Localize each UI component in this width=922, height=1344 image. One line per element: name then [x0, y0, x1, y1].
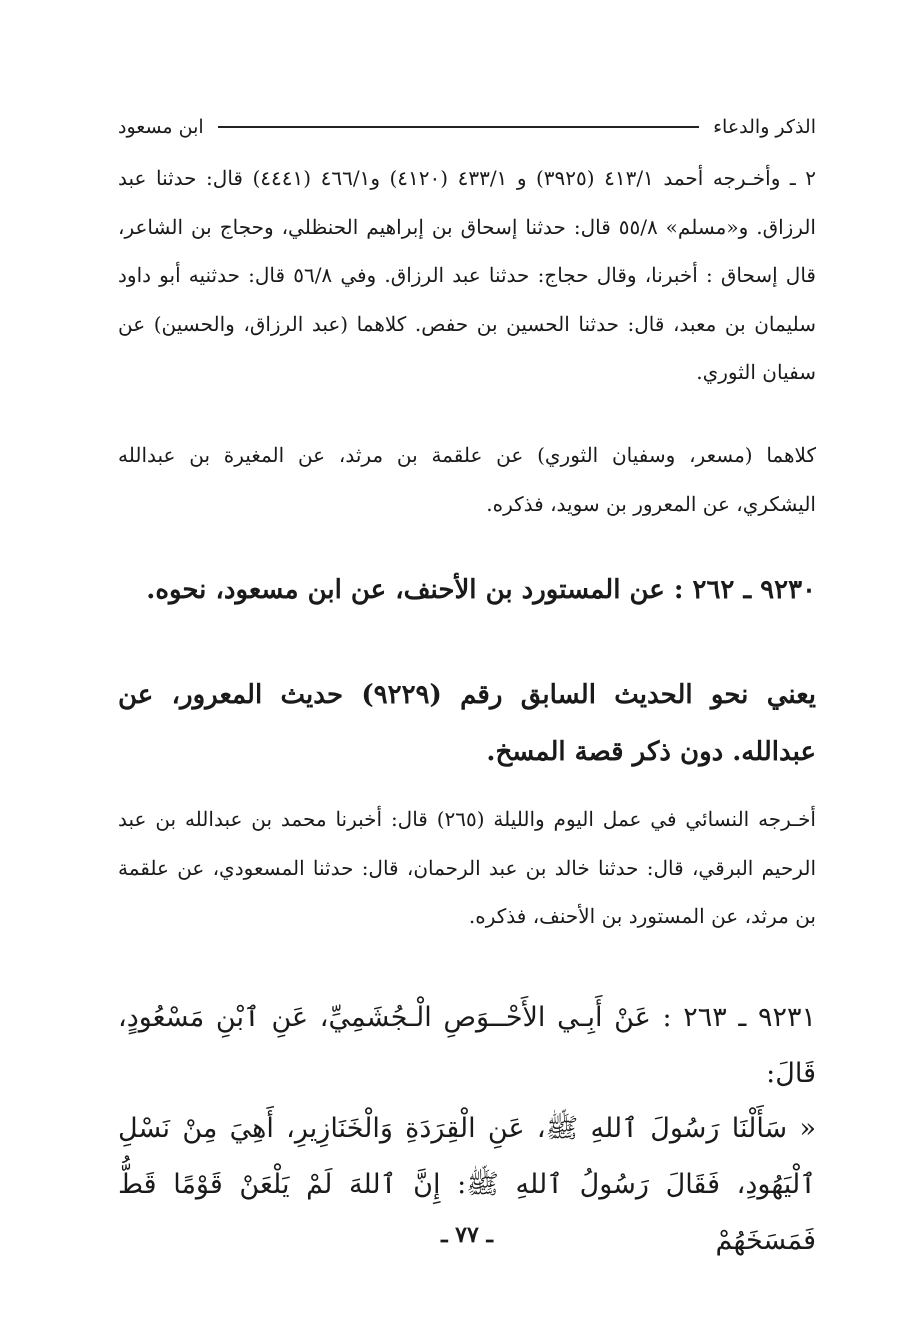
paragraph-text: أخـرجه النسائي في عمل اليوم والليلة (٢٦٥) قال: أخبرنا محمد بن عبدالله بن عبد الرحيم البرقي، قال: حدثنا خالد بن عبد الرحمان، قال: حدثنا المسعودي، عن علقمة بن مرثد، عن المستورد بن الأحنف، فذكره. [118, 807, 816, 929]
takhrij-paragraph-1 [118, 154, 816, 397]
takhrij-paragraph-3 [118, 795, 816, 941]
paragraph-text: ٢ ـ وأخـرجه أحمد ٤١٣/١ (٣٩٢٥) و ٤٣٣/١ (٤١٢٠) و٤٦٦/١ (٤٤٤١) قال: حدثنا عبد الرزاق. و«مسلم» ٥٥/٨ قال: حدثنا إسحاق بن إبراهيم الحنظلي، وحجاج بن الشاعر، قال إسحاق : أخبرنا، وقال حجاج: حدثنا عبد الرزاق. وفي ٥٦/٨ قال: حدثنيه أبو داود سليمان بن معبد، قال: حدثنا الحسين بن حفص. كلاهما (عبد الرزاق، والحسين) عن سفيان الثوري. [118, 166, 817, 385]
hadith-text: ٩٢٣١ ـ ٢٦٣ : عَنْ أَبِـي الأَحْــوَصِ الْـجُشَمِيِّ، عَنِ ٱبْنِ مَسْعُودٍ، قَالَ: [118, 1002, 816, 1089]
paragraph-text: كلاهما (مسعر، وسفيان الثوري) عن علقمة بن مرثد، عن المغيرة بن عبدالله اليشكري، عن المعرور بن سويد، فذكره. [118, 443, 816, 516]
note-text: يعني نحو الحديث السابق رقم (٩٢٢٩) حديث المعرور، عن عبدالله. دون ذكر قصة المسخ. [118, 680, 816, 767]
running-header [118, 112, 816, 142]
header-rule [218, 126, 699, 128]
page-number: ـ ٧٧ ـ [441, 1222, 493, 1248]
hadith-9230-note [118, 667, 816, 781]
hadith-9230-heading [118, 562, 816, 619]
header-left-title: ابن مسعود [118, 116, 204, 138]
hadith-9231-heading [118, 990, 816, 1102]
header-right-title: الذكر والدعاء [713, 116, 816, 138]
takhrij-paragraph-2 [118, 431, 816, 528]
matn-text: « سَأَلْنَا رَسُولَ ٱللهِ ﷺ، عَنِ الْقِرَدَةِ وَالْخَنَازِيرِ، أَهِيَ مِنْ نَسْلِ ٱلْيَهُودِ، فَقَالَ رَسُولُ ٱللهِ ﷺ: إِنَّ ٱللهَ لَمْ يَلْعَنْ قَوْمًا قَطُّ فَمَسَخَهُمْ [118, 1113, 816, 1256]
hadith-text: ٩٢٣٠ ـ ٢٦٢ : عن المستورد بن الأحنف، عن ابن مسعود، نحوه. [146, 575, 816, 605]
page [118, 0, 816, 1344]
